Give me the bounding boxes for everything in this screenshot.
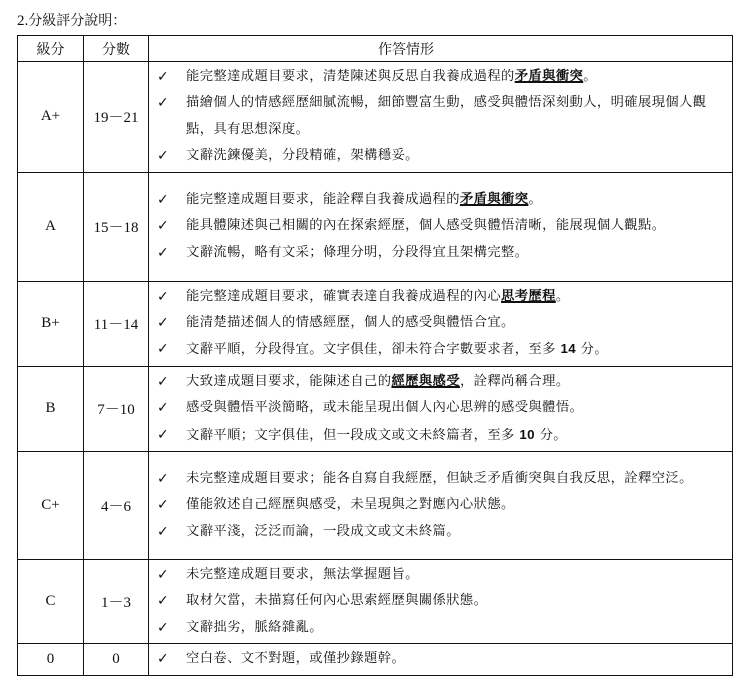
criteria-list — [155, 646, 732, 672]
criteria-text: 僅能敘述自己經歷與感受，未呈現與之對應內心狀態。 — [186, 497, 515, 513]
criteria-cell — [149, 62, 733, 173]
criteria-item — [155, 284, 732, 310]
criteria-item — [155, 143, 732, 169]
criteria-item — [155, 310, 732, 336]
criteria-item — [155, 422, 732, 449]
criteria-text-end: 。 — [555, 288, 570, 304]
checkmark-icon: ✓ — [157, 192, 170, 209]
header-description: 作答情形 — [149, 36, 733, 62]
grade-cell: A+ — [18, 62, 84, 173]
criteria-text: 描繪個人的情感經歷細膩流暢，細節豐富生動，感受與體悟深刻動人，明確展現個人觀點，具有思想深度。 — [186, 95, 707, 137]
checkmark-icon: ✓ — [157, 315, 170, 332]
criteria-text: 能完整達成題目要求，清楚陳述與反思自我養成過程的 — [186, 69, 515, 84]
table-row — [18, 172, 733, 281]
criteria-list — [155, 187, 732, 266]
criteria-cell — [149, 172, 733, 281]
criteria-text: 空白卷、文不對題，或僅抄錄題幹。 — [186, 651, 406, 667]
criteria-text: 感受與體悟平淡簡略，或未能呈現出個人內心思辨的感受與體悟。 — [186, 400, 584, 416]
criteria-text: 文辭洗鍊優美，分段精確，架構穩妥。 — [186, 148, 419, 164]
criteria-text-end: ，詮釋尚稱合理。 — [459, 373, 570, 389]
criteria-emphasis: 思考歷程 — [501, 288, 556, 304]
criteria-list — [155, 466, 732, 545]
criteria-item — [155, 519, 732, 545]
criteria-item — [155, 615, 732, 641]
criteria-text: 文辭流暢，略有文采；條理分明，分段得宜且架構完整。 — [186, 244, 529, 260]
score-range-cell: 0 — [84, 644, 149, 675]
score-range-cell: 1－3 — [84, 560, 149, 644]
grade-cell: B — [18, 366, 84, 451]
table-header-row — [18, 36, 733, 62]
criteria-item — [155, 395, 732, 421]
table-row — [18, 560, 733, 644]
checkmark-icon: ✓ — [157, 244, 170, 261]
criteria-item — [155, 336, 732, 363]
header-score: 分數 — [84, 36, 149, 62]
criteria-item — [155, 240, 732, 266]
checkmark-icon: ✓ — [157, 288, 170, 305]
criteria-text: 文辭平順；文字俱佳，但一段成文或文未終篇者，至多 — [186, 427, 520, 443]
grading-rubric-table — [17, 35, 733, 676]
grade-cell: C+ — [18, 452, 84, 560]
criteria-text: 大致達成題目要求，能陳述自己的 — [186, 373, 392, 389]
criteria-item — [155, 588, 732, 614]
criteria-text: 未完整達成題目要求；能各自寫自我經歷，但缺乏矛盾衝突與自我反思，詮釋空泛。 — [186, 470, 693, 486]
checkmark-icon: ✓ — [157, 651, 170, 668]
criteria-item — [155, 90, 732, 143]
criteria-text-end: 。 — [528, 192, 543, 208]
checkmark-icon: ✓ — [157, 341, 170, 358]
section-title — [17, 11, 126, 31]
criteria-item — [155, 187, 732, 213]
criteria-cell — [149, 560, 733, 644]
checkmark-icon: ✓ — [157, 95, 170, 112]
criteria-text: 文辭拙劣，脈絡雜亂。 — [186, 619, 323, 635]
grade-cell: 0 — [18, 644, 84, 675]
table-row — [18, 644, 733, 675]
criteria-item — [155, 213, 732, 239]
table-row — [18, 452, 733, 560]
criteria-cell — [149, 452, 733, 560]
criteria-text: 能完整達成題目要求，確實表達自我養成過程的內心 — [186, 288, 502, 304]
table-row — [18, 281, 733, 366]
criteria-cell — [149, 366, 733, 451]
score-range-cell: 7－10 — [84, 366, 149, 451]
criteria-item — [155, 64, 732, 90]
checkmark-icon: ✓ — [157, 593, 170, 610]
header-grade: 級分 — [18, 36, 84, 62]
checkmark-icon: ✓ — [157, 619, 170, 636]
max-score-number: 14 — [560, 341, 577, 357]
criteria-cell — [149, 281, 733, 366]
criteria-cell — [149, 644, 733, 675]
criteria-text: 文辭平順，分段得宜。文字俱佳，卻未符合字數要求者，至多 — [186, 342, 561, 358]
criteria-list — [155, 369, 732, 449]
grade-cell: C — [18, 560, 84, 644]
criteria-emphasis: 矛盾與衝突 — [459, 192, 529, 208]
criteria-text: 能清楚描述個人的情感經歷，個人的感受與體悟合宜。 — [186, 315, 515, 331]
criteria-list — [155, 284, 732, 364]
checkmark-icon: ✓ — [157, 69, 170, 85]
score-range-cell: 11－14 — [84, 281, 149, 366]
grade-cell: A — [18, 172, 84, 281]
checkmark-icon: ✓ — [157, 470, 170, 487]
criteria-text: 未完整達成題目要求，無法掌握題旨。 — [186, 567, 419, 583]
criteria-text-end: 分。 — [534, 427, 567, 443]
criteria-text: 能具體陳述與己相關的內在探索經歷，個人感受與體悟清晰，能展現個人觀點。 — [186, 218, 666, 234]
criteria-item — [155, 369, 732, 395]
grade-cell: B+ — [18, 281, 84, 366]
criteria-text: 文辭平淺，泛泛而論，一段成文或文未終篇。 — [186, 523, 460, 539]
score-range-cell: 15－18 — [84, 172, 149, 281]
criteria-emphasis: 矛盾與衝突 — [514, 69, 584, 84]
table-body — [18, 62, 733, 676]
criteria-text-end: 分。 — [576, 342, 609, 358]
criteria-list — [155, 64, 732, 170]
checkmark-icon: ✓ — [157, 567, 170, 584]
table-row — [18, 366, 733, 451]
criteria-item — [155, 646, 732, 672]
checkmark-icon: ✓ — [157, 218, 170, 235]
checkmark-icon: ✓ — [157, 426, 170, 443]
max-score-number: 10 — [519, 426, 535, 442]
checkmark-icon: ✓ — [157, 148, 170, 165]
criteria-item — [155, 466, 732, 492]
criteria-item — [155, 492, 732, 518]
criteria-emphasis: 經歷與感受 — [391, 373, 460, 389]
criteria-text: 能完整達成題目要求，能詮釋自我養成過程的 — [186, 192, 460, 208]
checkmark-icon: ✓ — [157, 400, 170, 417]
score-range-cell: 19－21 — [84, 62, 149, 173]
table-row — [18, 62, 733, 173]
section-title-text: 分級評分說明： — [28, 13, 127, 29]
criteria-item — [155, 562, 732, 588]
score-range-cell: 4－6 — [84, 452, 149, 560]
checkmark-icon: ✓ — [157, 523, 170, 540]
section-number: 2. — [17, 13, 29, 29]
criteria-text-end: 。 — [583, 69, 597, 84]
checkmark-icon: ✓ — [157, 373, 170, 390]
criteria-list — [155, 562, 732, 641]
checkmark-icon: ✓ — [157, 497, 170, 514]
criteria-text: 取材欠當，未描寫任何內心思索經歷與關係狀態。 — [186, 593, 488, 609]
